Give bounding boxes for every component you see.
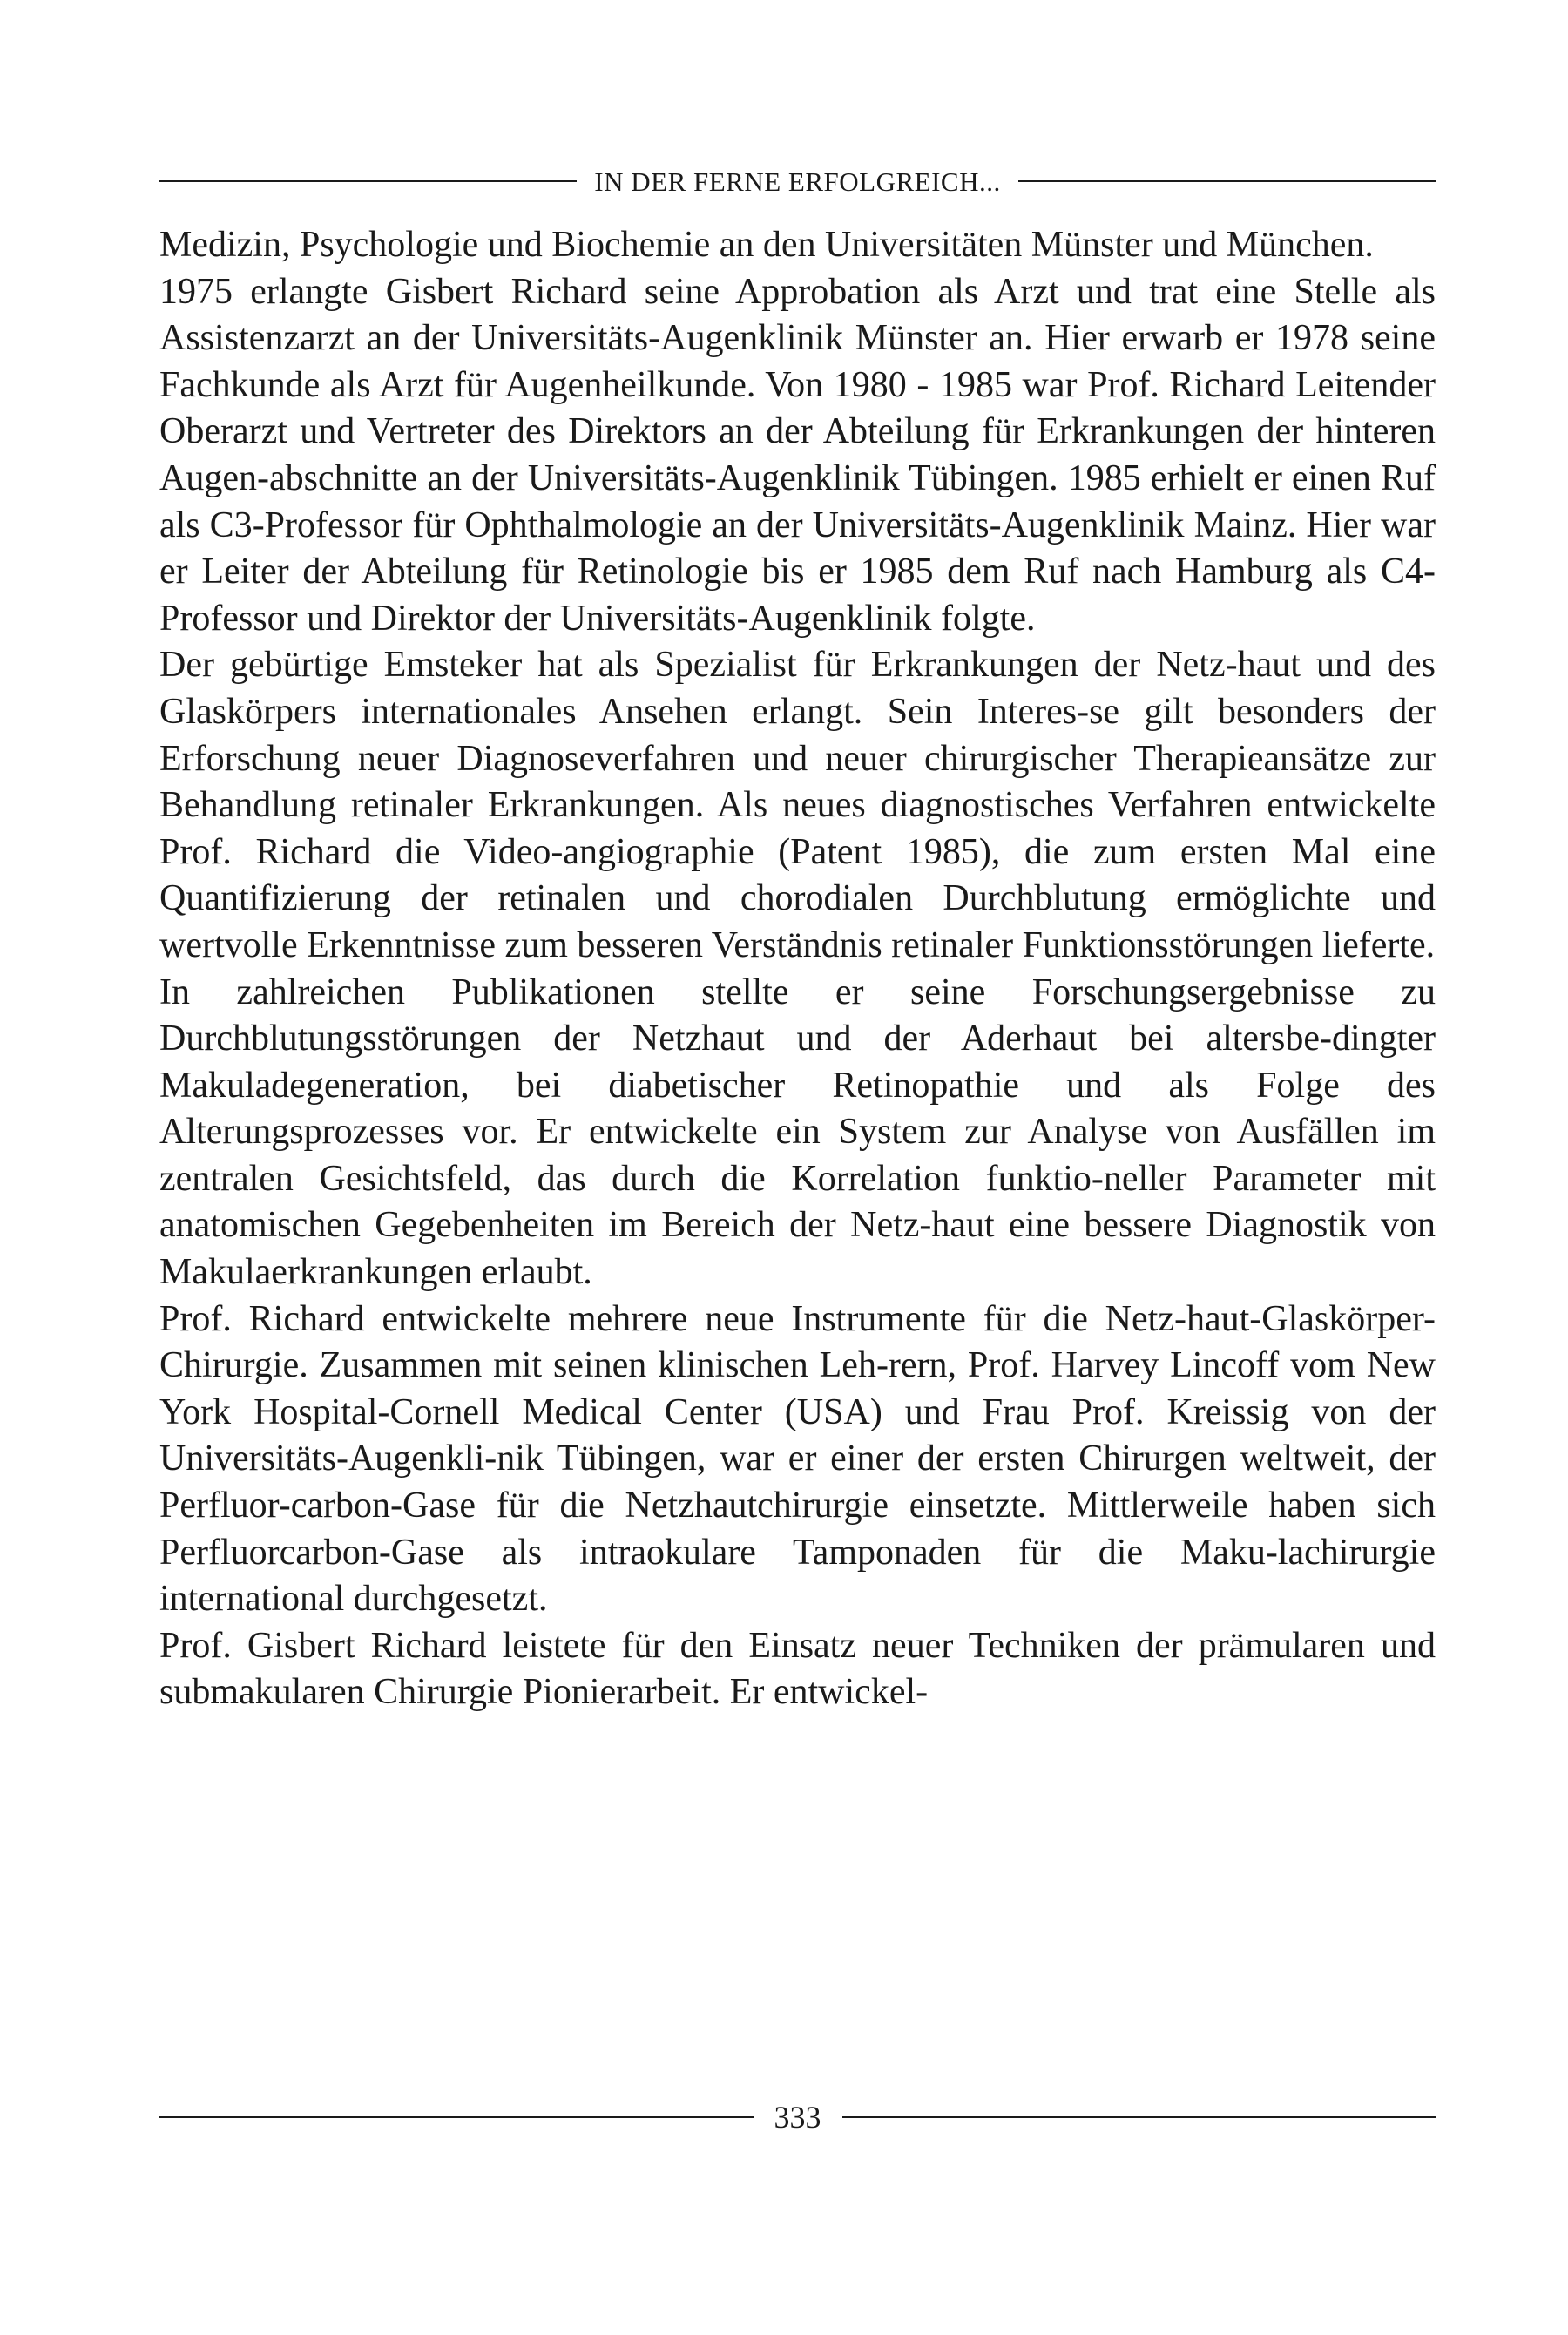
- running-head-left-rule: [159, 180, 577, 182]
- running-head: [159, 159, 1436, 203]
- paragraph: In zahlreichen Publikationen stellte er seine Forschungsergebnisse zu Durchblutungsstörungen der Netzhaut und der Aderhaut bei altersbe-dingter Makuladegeneration, bei diabetischer Retinopathie und als Folge des Alterungsprozesses vor. Er entwickelte ein System zur Analyse von Ausfällen im zentralen Gesichtsfeld, das durch die Korrelation funktio-neller Parameter mit anatomischen Gegebenheiten im Bereich der Netz-haut eine bessere Diagnostik von Makulaerkrankungen erlaubt.: [159, 971, 1436, 1293]
- page-footer: [159, 2095, 1436, 2139]
- paragraph: 1975 erlangte Gisbert Richard seine Approbation als Arzt und trat eine Stelle als Assistenzarzt an der Universitäts-Augenklinik Münster an. Hier erwarb er 1978 seine Fachkunde als Arzt für Augenheilkunde. Von 1980 - 1985 war Prof. Richard Leitender Oberarzt und Vertreter des Direktors an der Abteilung für Erkrankungen der hinteren Augen-abschnitte an der Universitäts-Augenklinik Tübingen. 1985 erhielt er einen Ruf als C3-Professor für Ophthalmologie an der Universitäts-Augenklinik Mainz. Hier war er Leiter der Abteilung für Retinologie bis er 1985 dem Ruf nach Hamburg als C4-Professor und Direktor der Universitäts-Augenklinik folgte.: [159, 271, 1436, 639]
- paragraph: Medizin, Psychologie und Biochemie an den Universitäten Münster und München.: [159, 225, 1374, 265]
- paragraph: Der gebürtige Emsteker hat als Spezialist für Erkrankungen der Netz-haut und des Glaskörpers internationales Ansehen erlangt. Sein Interes-se gilt besonders der Erforschung neuer Diagnoseverfahren und neuer chirurgischer Therapieansätze zur Behandlung retinaler Erkrankungen. Als neues diagnostisches Verfahren entwickelte Prof. Richard die Video-angiographie (Patent 1985), die zum ersten Mal eine Quantifizierung der retinalen und chorodialen Durchblutung ermöglichte und wertvolle Erkenntnisse zum besseren Verständnis retinaler Funktionsstörungen lieferte.: [159, 645, 1436, 965]
- paragraph: Prof. Richard entwickelte mehrere neue Instrumente für die Netz-haut-Glaskörper-Chirurgie. Zusammen mit seinen klinischen Leh-rern, Prof. Harvey Lincoff vom New York Hospital-Cornell Medical Center (USA) und Frau Prof. Kreissig von der Universitäts-Augenkli-nik Tübingen, war er einer der ersten Chirurgen weltweit, der Perfluor-carbon-Gase für die Netzhautchirurgie einsetzte. Mittlerweile haben sich Perfluorcarbon-Gase als intraokulare Tamponaden für die Maku-lachirurgie international durchgesetzt.: [159, 1298, 1436, 1620]
- paragraph: Prof. Gisbert Richard leistete für den Einsatz neuer Techniken der prämularen und submakularen Chirurgie Pionierarbeit. Er entwickel-: [159, 1625, 1436, 1713]
- running-head-right-rule: [1018, 180, 1436, 182]
- footer-left-rule: [159, 2116, 754, 2118]
- running-head-title: IN DER FERNE ERFOLGREICH...: [594, 166, 1001, 197]
- page-number: 333: [774, 2100, 821, 2135]
- body-text: [159, 222, 1436, 1716]
- footer-right-rule: [842, 2116, 1436, 2118]
